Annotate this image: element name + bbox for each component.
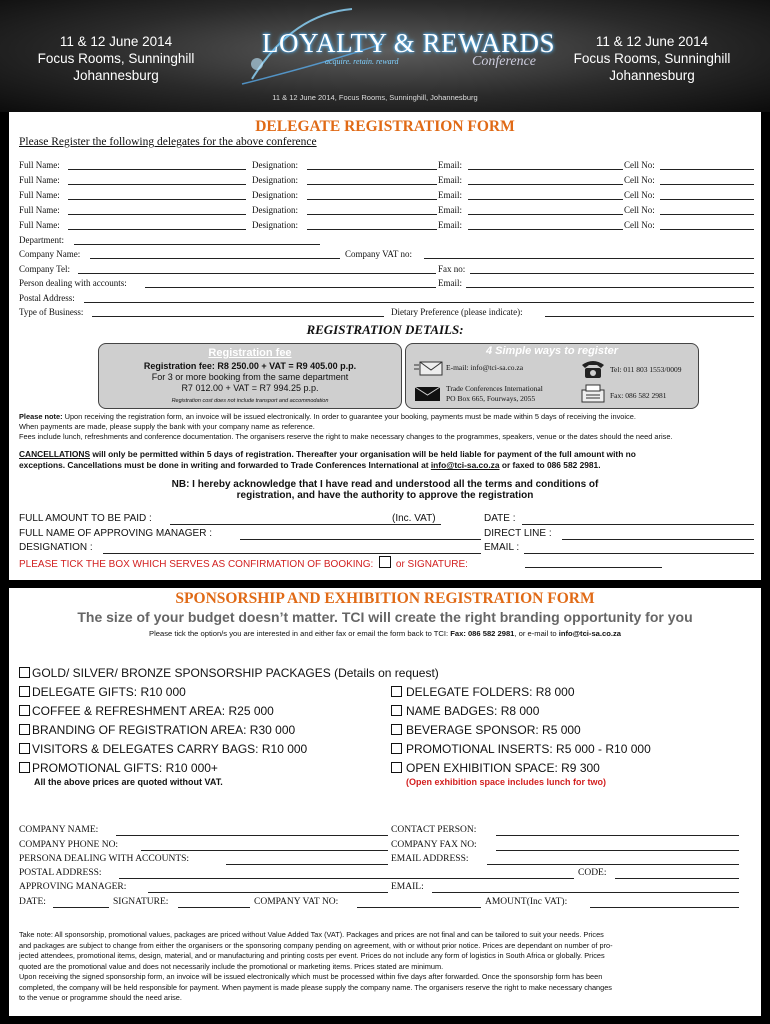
header-left-venue: Focus Rooms, Sunninghill — [37, 51, 195, 66]
instruction-fax: Fax: 086 582 2981 — [450, 629, 515, 638]
sponsor-option-left-1[interactable] — [19, 685, 186, 699]
sponsor-label-left-4: VISITORS & DELEGATES CARRY BAGS: R10 000 — [32, 742, 308, 756]
sp-postal-address-label: POSTAL ADDRESS: — [19, 868, 102, 878]
sponsor-label-left-1: DELEGATE GIFTS: R10 000 — [32, 685, 186, 699]
vat-note: All the above prices are quoted without VAT. — [34, 777, 223, 787]
dietary-label: Dietary Preference (please indicate): — [391, 307, 523, 317]
nb-acknowledgement — [9, 479, 761, 501]
full-name-label-1: Full Name: — [19, 160, 60, 170]
sp-email-address-label: EMAIL ADDRESS: — [391, 854, 469, 864]
sp-company-name-field[interactable] — [116, 835, 388, 836]
please-note-block — [19, 412, 759, 442]
instruction-email[interactable]: info@tci-sa.co.za — [558, 629, 621, 638]
lunch-note: (Open exhibition space includes lunch for two) — [406, 777, 607, 787]
take-note-line-6: completed, the company will be held responsible for payment. When payment is made please supply the company name. The organisers reserve the right to make necessary changes — [19, 982, 612, 992]
sponsor-checkbox-right-4[interactable] — [391, 743, 402, 754]
sponsor-label-right-1: DELEGATE FOLDERS: R8 000 — [406, 685, 575, 699]
sponsor-checkbox-left-5[interactable] — [19, 762, 30, 773]
sponsor-option-left-4[interactable] — [19, 742, 307, 756]
full-name-field-2[interactable] — [68, 184, 246, 185]
reg-date-label: DATE : — [484, 513, 516, 524]
cell-field-1[interactable] — [660, 169, 754, 170]
business-type-field[interactable] — [92, 316, 384, 317]
sp-approving-manager-field[interactable] — [148, 892, 388, 893]
sp-company-fax-label: COMPANY FAX NO: — [391, 840, 477, 850]
designation-label-4: Designation: — [252, 205, 298, 215]
ways-post-line-2: PO Box 665, Fourways, 2055 — [446, 394, 536, 403]
cancel-email-link[interactable]: info@tci-sa.co.za — [430, 460, 500, 470]
ways-fax: Fax: 086 582 2981 — [610, 391, 667, 400]
logo-title: LOYALTY & REWARDS — [262, 28, 556, 58]
take-note-line-2: and packages are subject to change from either the organisers or the sponsoring company pending on agreement, with or without prior notice. Prices are dependant on number of pro- — [19, 940, 613, 950]
sponsor-option-left-3[interactable] — [19, 723, 295, 737]
cell-field-4[interactable] — [660, 214, 754, 215]
designation-field-1[interactable] — [307, 169, 437, 170]
note-label: Please note: — [19, 412, 63, 421]
sp-company-name-label: COMPANY NAME: — [19, 825, 99, 835]
ways-title: 4 Simple ways to register — [485, 345, 619, 357]
sp-persona-dealing-field[interactable] — [226, 864, 388, 865]
sponsor-option-right-4[interactable] — [391, 742, 651, 756]
instruction-text: Please tick the option/s you are interested in and either fax or email the form back to TCI: — [149, 629, 451, 638]
full-name-field-4[interactable] — [68, 214, 246, 215]
register-ways-box — [405, 343, 699, 409]
instruction-or: , or e-mail to — [514, 629, 559, 638]
sp-contact-person-label: CONTACT PERSON: — [391, 825, 477, 835]
sp-date-field[interactable] — [53, 907, 109, 908]
full-name-label-5: Full Name: — [19, 220, 60, 230]
sponsor-label-left-5: PROMOTIONAL GIFTS: R10 000+ — [32, 761, 218, 775]
sp-approving-manager-label: APPROVING MANAGER: — [19, 882, 127, 892]
email-field-4[interactable] — [468, 214, 623, 215]
header-right-info — [562, 33, 742, 84]
designation-reg-label: DESIGNATION : — [19, 542, 93, 553]
header-left-date: 11 & 12 June 2014 — [59, 34, 173, 49]
sponsor-checkbox-right-3[interactable] — [391, 724, 402, 735]
sp-email-address-field[interactable] — [487, 864, 739, 865]
email-label-1: Email: — [438, 160, 462, 170]
or-signature-label: or SIGNATURE: — [395, 559, 468, 570]
sp-code-field[interactable] — [615, 878, 739, 879]
department-label: Department: — [19, 235, 64, 245]
email-field-1[interactable] — [468, 169, 623, 170]
full-name-field-3[interactable] — [68, 199, 246, 200]
reg-email-label: EMAIL : — [484, 542, 520, 553]
reg-email-field[interactable] — [524, 553, 754, 554]
header-right-city: Johannesburg — [609, 68, 695, 83]
booking-signature-field[interactable] — [525, 567, 662, 568]
event-header-banner — [0, 0, 770, 112]
sponsor-option-right-5[interactable] — [391, 761, 600, 775]
sp-amount-field[interactable] — [590, 907, 739, 908]
direct-line-field[interactable] — [562, 539, 754, 540]
designation-label-5: Designation: — [252, 220, 298, 230]
approving-manager-field[interactable] — [240, 539, 481, 540]
business-type-label: Type of Business: — [19, 307, 84, 317]
sponsor-checkbox-left-4[interactable] — [19, 743, 30, 754]
ways-tel: Tel: 011 803 1553/0009 — [610, 365, 682, 374]
company-name-label: Company Name: — [19, 249, 81, 259]
sp-company-vat-label: COMPANY VAT NO: — [254, 897, 339, 907]
sp-signature-label: SIGNATURE: — [113, 897, 169, 907]
tick-confirmation-text: PLEASE TICK THE BOX WHICH SERVES AS CONFIRMATION OF BOOKING: — [19, 559, 374, 570]
cell-label-5: Cell No: — [624, 220, 655, 230]
designation-field-3[interactable] — [307, 199, 437, 200]
company-tel-field[interactable] — [78, 273, 436, 274]
post-envelope-icon — [414, 385, 442, 403]
cell-label-4: Cell No: — [624, 205, 655, 215]
sp-signature-field[interactable] — [178, 907, 250, 908]
telephone-icon — [580, 357, 606, 379]
take-note-line-1: Take note: All sponsorship, promotional values, packages are priced without Value Added Tax (VAT). Packages and prices are not final and can be tailored to suit your needs. Prices — [19, 930, 604, 939]
fax-label: Fax no: — [438, 264, 466, 274]
full-amount-label: FULL AMOUNT TO BE PAID : — [19, 513, 152, 524]
take-note-line-5: Upon receiving the signed sponsorship form, an invoice will be issued electronically which must be processed within five days after forwarded. Once the sponsorship form has been — [19, 972, 603, 981]
header-left-city: Johannesburg — [73, 68, 159, 83]
cancel-label: CANCELLATIONS — [19, 449, 91, 459]
sponsor-option-left-5[interactable] — [19, 761, 218, 775]
postal-address-field[interactable] — [84, 302, 754, 303]
email-field-5[interactable] — [468, 229, 623, 230]
department-field[interactable] — [74, 244, 320, 245]
person-dealing-label: Person dealing with accounts: — [19, 278, 127, 288]
take-note-line-4: quoted are the promotional value and does not necessarily include the promotional or marketing items. Prices stated are minimum. — [19, 961, 444, 971]
sponsor-checkbox-left-2[interactable] — [19, 705, 30, 716]
postal-address-label: Postal Address: — [19, 293, 75, 303]
company-vat-label: Company VAT no: — [345, 249, 413, 259]
full-name-field-5[interactable] — [68, 229, 246, 230]
gold-package-option[interactable] — [19, 666, 439, 680]
email-envelope-icon — [414, 359, 444, 377]
logo-tagline: acquire. retain. reward — [325, 57, 399, 66]
email-field-2[interactable] — [468, 184, 623, 185]
fee-box-title: Registration fee — [208, 347, 292, 359]
email-label-4: Email: — [438, 205, 462, 215]
fee-note: Registration cost does not include transport and accommodation — [171, 398, 329, 404]
gold-package-checkbox[interactable] — [19, 667, 30, 678]
note-text: Upon receiving the registration form, an invoice will be issued electronically. In order to guarantee your booking, payments must be made within 5 days of receiving the invoice. — [62, 412, 636, 421]
accounts-email-field[interactable] — [466, 287, 754, 288]
email-label-3: Email: — [438, 190, 462, 200]
email-field-3[interactable] — [468, 199, 623, 200]
cell-field-2[interactable] — [660, 184, 754, 185]
direct-line-label: DIRECT LINE : — [484, 528, 552, 539]
company-tel-label: Company Tel: — [19, 264, 70, 274]
fee-line-2: For 3 or more booking from the same department — [151, 372, 349, 382]
logo-conference: Conference — [472, 54, 537, 69]
sp-date-label: DATE: — [19, 897, 46, 907]
cell-label-2: Cell No: — [624, 175, 655, 185]
sp-persona-dealing-label: PERSONA DEALING WITH ACCOUNTS: — [19, 854, 190, 864]
ways-post-line-1: Trade Conferences International — [446, 384, 543, 393]
fax-machine-icon — [580, 384, 606, 404]
reg-date-field[interactable] — [522, 524, 754, 525]
fee-line-1: Registration fee: R8 250.00 + VAT = R9 405.00 p.p. — [143, 361, 357, 371]
registration-details-title: REGISTRATION DETAILS: — [306, 322, 464, 337]
sponsor-checkbox-right-1[interactable] — [391, 686, 402, 697]
fax-field[interactable] — [470, 273, 754, 274]
sponsor-checkbox-right-2[interactable] — [391, 705, 402, 716]
header-right-venue: Focus Rooms, Sunninghill — [573, 51, 731, 66]
sponsor-checkbox-left-3[interactable] — [19, 724, 30, 735]
delegate-intro: Please Register the following delegates for the above conference — [19, 136, 317, 148]
sp-code-label: CODE: — [578, 868, 607, 878]
cell-label-3: Cell No: — [624, 190, 655, 200]
header-subline: 11 & 12 June 2014, Focus Rooms, Sunninghill, Johannesburg — [272, 93, 478, 102]
sponsor-option-left-2[interactable] — [19, 704, 274, 718]
designation-field-5[interactable] — [307, 229, 437, 230]
sponsor-label-left-2: COFFEE & REFRESHMENT AREA: R25 000 — [32, 704, 274, 718]
accounts-email-label: Email: — [438, 278, 462, 288]
nb-line-1: NB: I hereby acknowledge that I have read and understood all the terms and conditions of — [171, 479, 599, 490]
full-amount-field[interactable] — [170, 524, 441, 525]
sponsorship-form-title: SPONSORSHIP AND EXHIBITION REGISTRATION FORM — [175, 590, 595, 607]
sponsor-label-right-4: PROMOTIONAL INSERTS: R5 000 - R10 000 — [406, 742, 651, 756]
cell-field-5[interactable] — [660, 229, 754, 230]
sponsor-label-right-5: OPEN EXHIBITION SPACE: R9 300 — [406, 761, 600, 775]
header-right-date: 11 & 12 June 2014 — [595, 34, 709, 49]
cancel-text: will only be permitted within 5 days of registration. Thereafter your organisation will be held liable for payment of the full amount with no — [90, 449, 636, 459]
nb-line-2: registration, and have the authority to approve the registration — [236, 490, 534, 501]
cell-field-3[interactable] — [660, 199, 754, 200]
sp-email-label: EMAIL: — [391, 882, 424, 892]
sponsor-checkbox-left-1[interactable] — [19, 686, 30, 697]
sp-company-fax-field[interactable] — [496, 850, 739, 851]
booking-confirmation-checkbox[interactable] — [379, 556, 391, 568]
sponsorship-instruction — [9, 629, 761, 638]
sponsor-option-right-1[interactable] — [391, 685, 575, 699]
cell-label-1: Cell No: — [624, 160, 655, 170]
note-line-2: When payments are made, please supply the bank with your company name as reference. — [19, 422, 315, 431]
full-name-label-2: Full Name: — [19, 175, 60, 185]
person-dealing-field[interactable] — [145, 287, 436, 288]
full-name-label-4: Full Name: — [19, 205, 60, 215]
sponsorship-subtitle: The size of your budget doesn’t matter. TCI will create the right branding opportunity for you — [77, 609, 693, 625]
delegate-form-title: DELEGATE REGISTRATION FORM — [255, 118, 515, 135]
note-line-3: Fees include lunch, refreshments and conference documentation. The organisers reserve the right to make necessary changes to the programmes, speakers, venue or the dates should the need arise. — [19, 432, 673, 441]
full-name-label-3: Full Name: — [19, 190, 60, 200]
take-note-block — [19, 930, 759, 1004]
fee-line-3: R7 012.00 + VAT = R7 994.25 p.p. — [181, 383, 319, 393]
designation-field-4[interactable] — [307, 214, 437, 215]
sponsor-label-right-2: NAME BADGES: R8 000 — [406, 704, 540, 718]
sponsor-option-right-2[interactable] — [391, 704, 539, 718]
sponsor-option-right-3[interactable] — [391, 723, 581, 737]
cancellations-block — [19, 449, 759, 471]
sp-amount-label: AMOUNT(Inc VAT): — [485, 897, 568, 907]
designation-field-2[interactable] — [307, 184, 437, 185]
sp-company-phone-field[interactable] — [141, 850, 388, 851]
gold-package-label: GOLD/ SILVER/ BRONZE SPONSORSHIP PACKAGES (Details on request) — [32, 666, 439, 680]
cancel-line-2: exceptions. Cancellations must be done in writing and forwarded to Trade Conferences International at — [19, 460, 431, 470]
email-label-5: Email: — [438, 220, 462, 230]
company-vat-field[interactable] — [424, 258, 754, 259]
tick-confirmation-row — [19, 556, 468, 570]
sp-postal-address-field[interactable] — [119, 878, 574, 879]
sponsor-label-right-3: BEVERAGE SPONSOR: R5 000 — [406, 723, 581, 737]
sp-email-field[interactable] — [432, 892, 739, 893]
approving-manager-label: FULL NAME OF APPROVING MANAGER : — [19, 528, 212, 539]
inc-vat-label: (Inc. VAT) — [392, 513, 436, 524]
company-name-field[interactable] — [90, 258, 340, 259]
designation-label-2: Designation: — [252, 175, 298, 185]
designation-label-1: Designation: — [252, 160, 298, 170]
registration-fee-box — [98, 343, 402, 409]
sp-company-phone-label: COMPANY PHONE NO: — [19, 840, 119, 850]
designation-label-3: Designation: — [252, 190, 298, 200]
take-note-line-7: to the venue or programme should the need arise. — [19, 993, 182, 1002]
full-name-field-1[interactable] — [68, 169, 246, 170]
sp-contact-person-field[interactable] — [496, 835, 739, 836]
dietary-field[interactable] — [545, 316, 754, 317]
header-left-info — [26, 33, 206, 84]
designation-reg-field[interactable] — [103, 553, 481, 554]
sponsor-label-left-3: BRANDING OF REGISTRATION AREA: R30 000 — [32, 723, 296, 737]
cancel-end: or faxed to 086 582 2981. — [499, 460, 601, 470]
sp-company-vat-field[interactable] — [357, 907, 481, 908]
ways-email[interactable]: E-mail: info@tci-sa.co.za — [446, 363, 524, 372]
sponsor-checkbox-right-5[interactable] — [391, 762, 402, 773]
take-note-line-3: jected attendees, promotional items, design, material, and or manufacturing and printing costs per event. Prices do not include any form of logistics in South Africa or globally. Prices — [19, 951, 605, 960]
email-label-2: Email: — [438, 175, 462, 185]
